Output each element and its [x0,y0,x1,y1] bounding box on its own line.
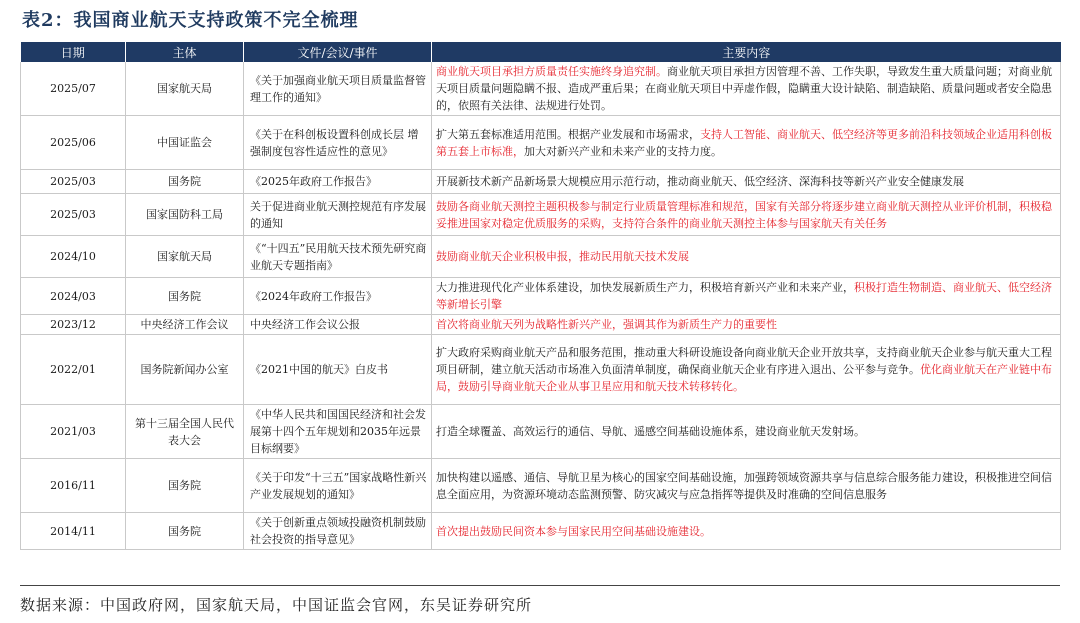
row-date: 2023/12 [21,315,126,335]
content-segment: 首次提出鼓励民间资本参与国家民用空间基础设施建设。 [436,524,711,538]
row-body: 国家国防科工局 [126,194,244,236]
row-body: 国务院 [126,278,244,315]
row-content [432,315,1061,335]
row-document: 《“十四五”民用航天技术预先研究商业航天专题指南》 [244,236,432,278]
row-content [432,116,1061,170]
table-title: 表2：我国商业航天支持政策不完全梳理 [22,10,359,31]
row-date: 2025/06 [21,116,126,170]
row-document: 《中华人民共和国国民经济和社会发展第十四个五年规划和2035年远景目标纲要》 [244,405,432,459]
content-segment: 支持人工智能、商业航天、低空经济等更多前沿科技领域企业适用科创板第五套上市标准， [436,127,1052,158]
table-row [21,62,1061,116]
content-segment: 扩大第五套标准适用范围。根据产业发展和市场需求， [436,127,700,141]
data-source: 数据来源：中国政府网，国家航天局，中国证监会官网，东吴证券研究所 [20,596,533,614]
row-document: 《关于在科创板设置科创成长层 增强制度包容性适应性的意见》 [244,116,432,170]
row-content [432,62,1061,116]
header-body: 主体 [126,42,244,62]
content-segment: 商业航天项目承担方因管理不善、工作失职，导致发生重大质量问题；对商业航天项目质量问题隐瞒不报、造成严重后果；在商业航天项目中弄虚作假，隐瞒重大设计缺陷、制造缺陷、质量问题或者安全隐患的，依照有关法律、法规进行处罚。 [436,65,1052,112]
table-row [21,459,1061,513]
content-segment: 大力推进现代化产业体系建设，加快发展新质生产力，积极培育新兴产业和未来产业， [436,281,854,294]
row-content [432,405,1061,459]
table-row [21,335,1061,405]
row-body: 第十三届全国人民代表大会 [126,405,244,459]
table-row [21,236,1061,278]
header-doc: 文件/会议/事件 [244,42,432,62]
bottom-divider [20,585,1060,586]
content-segment: 积极打造生物制造、商业航天、低空经济等新增长引擎 [436,281,1052,311]
row-document: 中央经济工作会议公报 [244,315,432,335]
row-content [432,459,1061,513]
content-segment: 扩大政府采购商业航天产品和服务范围，推动重大科研设施设备向商业航天企业开放共享，支持商业航天企业参与航天重大工程项目研制，建立航天活动市场准入负面清单制度，确保商业航天企业有序进入退出、公平参与竞争。 [436,346,1052,376]
content-segment: 优化商业航天在产业链中布局，鼓励引导商业航天企业从事卫星应用和航天技术转移转化。 [436,363,1052,393]
row-document: 《关于创新重点领域投融资机制鼓励社会投资的指导意见》 [244,513,432,550]
row-body: 国家航天局 [126,236,244,278]
table-row [21,278,1061,315]
row-date: 2022/01 [21,335,126,405]
content-segment: 首次将商业航天列为战略性新兴产业，强调其作为新质生产力的重要性 [436,318,777,331]
row-document: 《2025年政府工作报告》 [244,170,432,194]
content-segment: 加大对新兴产业和未来产业的支持力度。 [524,144,722,158]
row-date: 2014/11 [21,513,126,550]
content-segment: 鼓励各商业航天测控主题积极参与制定行业质量管理标准和规范，国家有关部分将逐步建立商业航天测控从业评价机制，积极稳妥推进国家对稳定优质服务的采购，支持符合条件的商业航天测控主体参与国家航天有关任务 [436,199,1052,230]
row-document: 《2021中国的航天》白皮书 [244,335,432,405]
row-document: 《2024年政府工作报告》 [244,278,432,315]
row-document: 关于促进商业航天测控规范有序发展的通知 [244,194,432,236]
table-row [21,513,1061,550]
row-date: 2024/03 [21,278,126,315]
table-row [21,405,1061,459]
row-body: 国务院 [126,513,244,550]
row-date: 2025/03 [21,170,126,194]
row-body: 国务院 [126,459,244,513]
table-row [21,194,1061,236]
content-segment: 商业航天项目承担方质量责任实施终身追究制。 [436,65,667,78]
row-body: 中国证监会 [126,116,244,170]
table-header-row [21,42,1061,62]
table-body [21,62,1061,550]
row-content [432,278,1061,315]
header-date: 日期 [21,42,126,62]
row-content [432,236,1061,278]
header-content: 主要内容 [432,42,1061,62]
content-segment: 打造全球覆盖、高效运行的通信、导航、遥感空间基础设施体系，建设商业航天发射场。 [436,425,865,438]
row-content [432,335,1061,405]
row-date: 2021/03 [21,405,126,459]
content-segment: 鼓励商业航天企业积极申报，推动民用航天技术发展 [436,250,689,263]
row-date: 2025/03 [21,194,126,236]
row-document: 《关于印发“十三五”国家战略性新兴产业发展规划的通知》 [244,459,432,513]
row-date: 2016/11 [21,459,126,513]
row-body: 国务院新闻办公室 [126,335,244,405]
table-row [21,315,1061,335]
row-content [432,513,1061,550]
row-content [432,194,1061,236]
row-body: 中央经济工作会议 [126,315,244,335]
policy-table [20,42,1061,550]
row-date: 2025/07 [21,62,126,116]
row-body: 国务院 [126,170,244,194]
table-row [21,170,1061,194]
row-content [432,170,1061,194]
row-date: 2024/10 [21,236,126,278]
row-body: 国家航天局 [126,62,244,116]
row-document: 《关于加强商业航天项目质量监督管理工作的通知》 [244,62,432,116]
content-segment: 开展新技术新产品新场景大规模应用示范行动，推动商业航天、低空经济、深海科技等新兴产业安全健康发展 [436,175,964,188]
table-row [21,116,1061,170]
content-segment: 加快构建以遥感、通信、导航卫星为核心的国家空间基础设施，加强跨领域资源共享与信息综合服务能力建设，积极推进空间信息全面应用，为资源环境动态监测预警、防灾减灾与应急指挥等提供及时准确的空间信息服务 [436,470,1052,501]
